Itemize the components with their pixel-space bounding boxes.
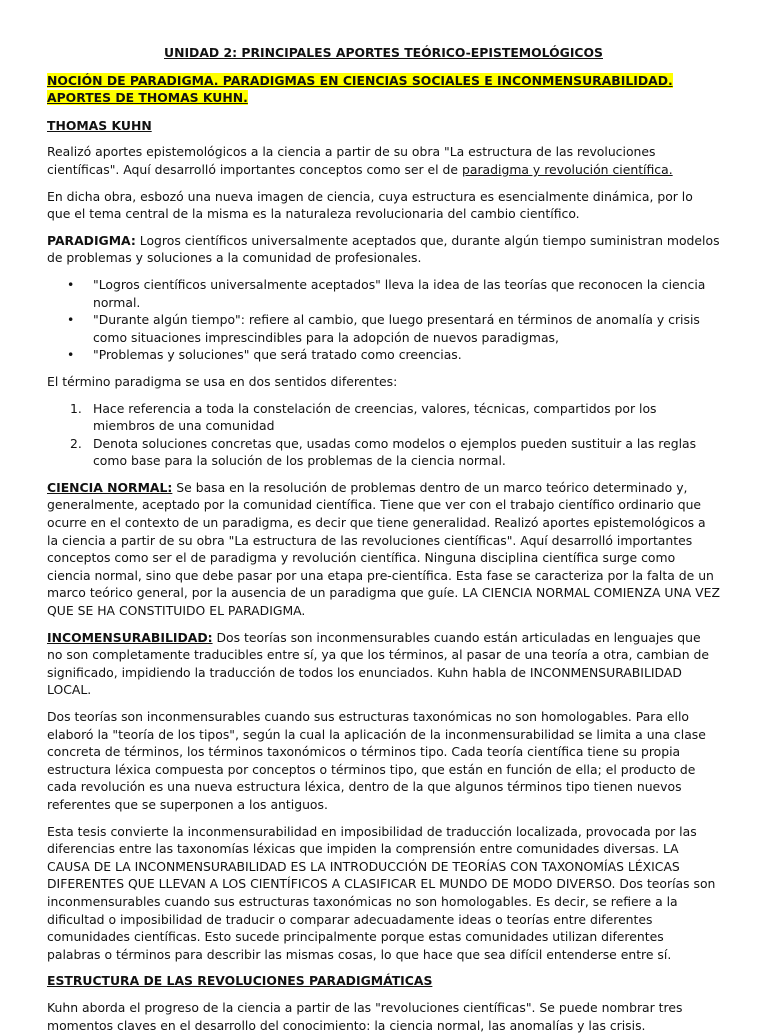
ciencia-normal-label: CIENCIA NORMAL: [47, 479, 173, 495]
kuhn-paragraph-2: En dicha obra, esbozó una nueva imagen de ciencia, cuya estructura es esencialmente dinámica, por lo que el tema central de la misma es la naturaleza revolucionaria del cambio científico. [47, 188, 693, 222]
list-item-text: "Logros científicos universalmente aceptados" lleva la idea de las teorías que reconocen la ciencia normal. [93, 276, 706, 310]
paradigma-label: PARADIGMA: [47, 232, 136, 248]
list-number: 1. [70, 400, 82, 416]
list-item [47, 311, 720, 346]
estructura-paragraph: Kuhn aborda el progreso de la ciencia a partir de las "revoluciones científicas". Se puede nombrar tres momentos claves en el desarrollo del conocimiento: la ciencia normal, las anomalías y las crisis. [47, 999, 683, 1033]
kuhn-underlined-concepts: paradigma y revolución científica. [462, 161, 673, 177]
list-item-text: "Durante algún tiempo": refiere al cambio, que luego presentará en términos de anomalía y crisis como situaciones imprescindibles para la adopción de nuevos paradigmas, [93, 312, 700, 345]
bullet-icon: • [67, 276, 75, 292]
list-item [47, 400, 720, 435]
inconmensurabilidad-text: Dos teorías son inconmensurables cuando están articuladas en lenguajes que no son completamente traducibles entre sí, ya que los términos, al pasar de una teoría a otra, cambian de significado, impidiendo la traducción de todos los enunciados. Kuhn habla de INCONMENSURABILIDAD LOCAL. [47, 629, 710, 698]
inconmensurabilidad-paragraph-2: Dos teorías son inconmensurables cuando sus estructuras taxonómicas no son homologables. Para ello elaboró la "teoría de los tipos", según la cual la aplicación de la inconmensurabilidad se limita a una clase concreta de términos, los términos taxonómicos o términos tipo. Cada teoría científica tiene su propia estructura léxica compuesta por conceptos o términos tipo, que están en función de ella; el producto de cada revolución es una nueva estructura léxica, dentro de la que algunos términos tipo tienen nuevos referentes que se superponen a los antiguos. [47, 709, 706, 812]
kuhn-paragraph-1 [47, 143, 720, 178]
paradigma-bullet-list [47, 276, 720, 364]
list-item-text: Hace referencia a toda la constelación de creencias, valores, técnicas, compartidos por los miembros de una comunidad [93, 400, 657, 434]
inconmensurabilidad-paragraph-1 [47, 629, 720, 699]
bullet-icon: • [67, 347, 75, 363]
bullet-icon: • [67, 312, 75, 328]
paradigma-text: Logros científicos universalmente aceptados que, durante algún tiempo suministran modelos de problemas y soluciones a la comunidad de profesionales. [47, 232, 720, 266]
list-number: 2. [70, 435, 82, 451]
senses-numbered-list [47, 400, 720, 470]
ciencia-normal-text: Se basa en la resolución de problemas dentro de un marco teórico determinado y, generalmente, aceptado por la comunidad científica. Tiene que ver con el trabajo científico ordinario que ocurre en el contexto de un paradigma, es decir que tiene generalidad. Realizó aportes epistemológicos a la ciencia a partir de su obra "La estructura de las revoluciones científicas". Aquí desarrolló importantes conceptos como ser el de paradigma y revolución científica. Ninguna disciplina científica surge como ciencia normal, sino que debe pasar por una etapa pre-científica. Esta fase se caracteriza por la falta de un marco teórico general, por la ausencia de un paradigma que guíe. LA CIENCIA NORMAL COMIENZA UNA VEZ QUE SE HA CONSTITUIDO EL PARADIGMA. [47, 479, 720, 619]
list-item [47, 276, 720, 311]
list-item-text: "Problemas y soluciones" que será tratado como creencias. [93, 347, 462, 363]
document-title: UNIDAD 2: PRINCIPALES APORTES TEÓRICO-EPISTEMOLÓGICOS [164, 45, 603, 60]
senses-intro: El término paradigma se usa en dos sentidos diferentes: [47, 373, 398, 389]
list-item [47, 435, 720, 470]
highlighted-heading-text: NOCIÓN DE PARADIGMA. PARADIGMAS EN CIENCIAS SOCIALES E INCONMENSURABILIDAD. APORTES DE THOMAS KUHN. [47, 72, 673, 106]
inconmensurabilidad-paragraph-3: Esta tesis convierte la inconmensurabilidad en imposibilidad de traducción localizada, provocada por las diferencias entre las taxonomías léxicas que impiden la comprensión entre comunidades diversas. LA CAUSA DE LA INCONMENSURABILIDAD ES LA INTRODUCCIÓN DE TEORÍAS CON TAXONOMÍAS LÉXICAS DIFERENTES QUE LLEVAN A LOS CIENTÍFICOS A CLASIFICAR EL MUNDO DE MODO DIVERSO. Dos teorías son inconmensurables cuando sus estructuras taxonómicas no son homologables. Es decir, se refiere a la dificultad o imposibilidad de traducir o comparar adecuadamente ideas o teorías entre diferentes comunidades científicas. Esto sucede principalmente porque estas comunidades utilizan diferentes palabras o términos para describir las mismas cosas, lo que hace que sea difícil entenderse entre sí. [47, 823, 716, 962]
paradigma-definition [47, 232, 720, 267]
section-heading-estructura: ESTRUCTURA DE LAS REVOLUCIONES PARADIGMÁTICAS [47, 973, 433, 989]
list-item-text: Denota soluciones concretas que, usadas como modelos o ejemplos pueden sustituir a las reglas como base para la solución de los problemas de la ciencia normal. [93, 435, 697, 469]
ciencia-normal-paragraph [47, 479, 720, 620]
section-heading-thomas-kuhn: THOMAS KUHN [47, 117, 152, 133]
inconmensurabilidad-label: INCOMENSURABILIDAD: [47, 629, 213, 645]
list-item [47, 346, 720, 364]
highlighted-heading [47, 72, 720, 107]
kuhn-paragraph-1-text: Realizó aportes epistemológicos a la ciencia a partir de su obra "La estructura de las revoluciones científicas". Aquí desarrolló importantes conceptos como ser el de [47, 144, 656, 177]
